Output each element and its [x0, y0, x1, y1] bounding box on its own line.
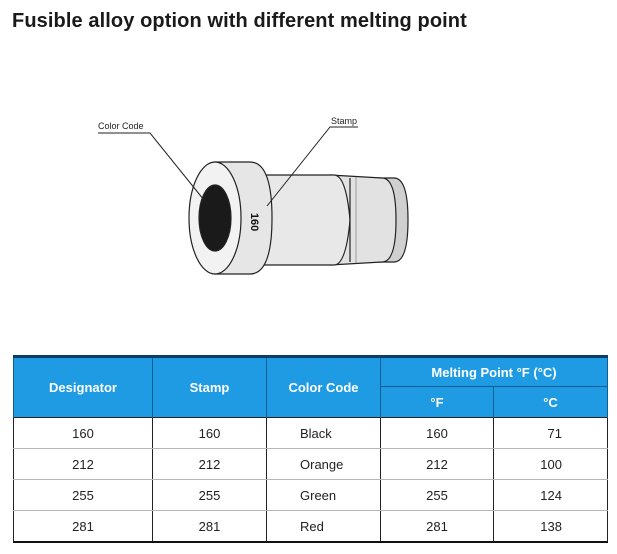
cell-celsius: 138: [494, 511, 608, 543]
header-designator: Designator: [14, 357, 153, 418]
cell-celsius: 100: [494, 449, 608, 480]
cell-celsius: 71: [494, 418, 608, 449]
header-fahrenheit: °F: [381, 387, 494, 418]
cell-color: Green: [267, 480, 381, 511]
cell-designator: 281: [14, 511, 153, 543]
cell-celsius: 124: [494, 480, 608, 511]
cell-designator: 212: [14, 449, 153, 480]
cell-stamp: 212: [153, 449, 267, 480]
table-row: [14, 511, 608, 543]
cell-fahrenheit: 281: [381, 511, 494, 543]
cell-color: Black: [267, 418, 381, 449]
cell-fahrenheit: 212: [381, 449, 494, 480]
color-code-insert: [199, 185, 231, 251]
table-row: [14, 418, 608, 449]
cell-designator: 160: [14, 418, 153, 449]
header-stamp: Stamp: [153, 357, 267, 418]
cell-fahrenheit: 255: [381, 480, 494, 511]
cell-color: Orange: [267, 449, 381, 480]
stamp-callout: Stamp: [331, 116, 358, 126]
cell-fahrenheit: 160: [381, 418, 494, 449]
stamp-marking: 160: [248, 212, 260, 232]
header-melting-point: Melting Point °F (°C): [381, 357, 608, 387]
plug-body: [262, 175, 408, 265]
header-celsius: °C: [494, 387, 608, 418]
cell-stamp: 160: [153, 418, 267, 449]
cell-designator: 255: [14, 480, 153, 511]
cell-stamp: 281: [153, 511, 267, 543]
table-row: [14, 480, 608, 511]
melting-point-table: [13, 355, 608, 543]
header-color-code: Color Code: [267, 357, 381, 418]
color-code-callout: Color Code: [98, 121, 144, 131]
table-row: [14, 449, 608, 480]
cell-color: Red: [267, 511, 381, 543]
cell-stamp: 255: [153, 480, 267, 511]
page-title: Fusible alloy option with different melting point: [12, 10, 467, 32]
